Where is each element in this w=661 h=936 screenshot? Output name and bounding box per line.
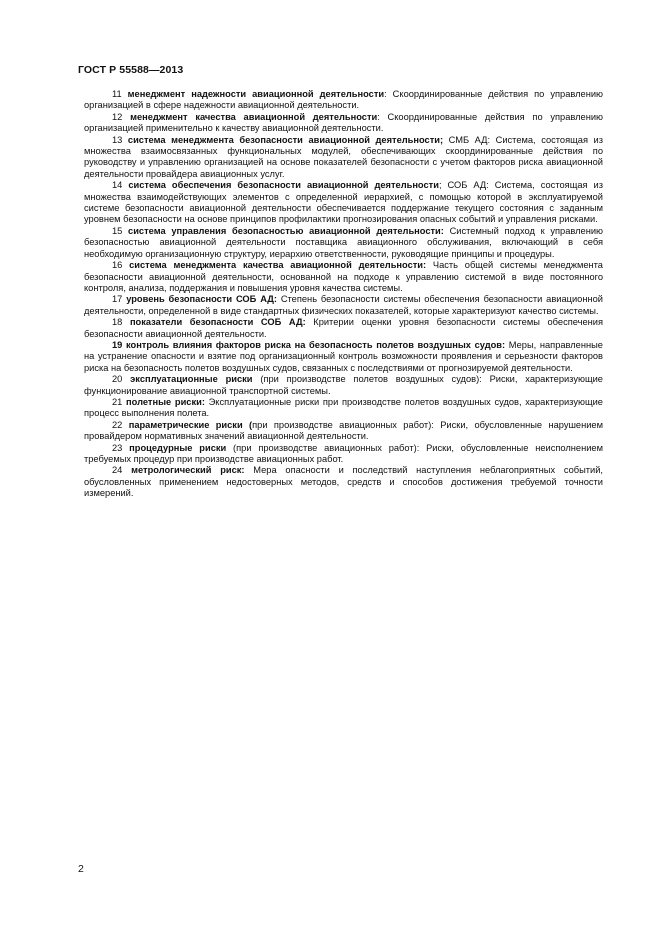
definitions-list bbox=[84, 89, 603, 500]
definition-term: контроль влияния факторов риска на безопасность полетов воздушных судов: bbox=[125, 339, 506, 350]
definition-item bbox=[84, 340, 603, 374]
definition-text: Эксплуатационные риски при производстве полетов воздушных судов, характеризующие процесс выполнения полета. bbox=[84, 396, 603, 419]
definition-text: Степень безопасности системы обеспечения безопасности авиационной деятельности, определенной в виде стандартных физических показателей, которые характеризуют качество системы. bbox=[84, 294, 603, 316]
definition-item bbox=[84, 260, 603, 294]
definition-number: 16 bbox=[112, 260, 123, 271]
definition-separator: : bbox=[377, 111, 380, 122]
definition-item bbox=[84, 112, 603, 135]
definition-number: 14 bbox=[112, 180, 123, 191]
definition-text: Мера опасности и последствий наступления неблагоприятных событий, обусловленных применением недостоверных методов, средств и способов достижения требуемой точности измерений. bbox=[84, 465, 604, 499]
definition-term: полетные риски: bbox=[126, 396, 205, 407]
definition-item bbox=[84, 317, 603, 340]
definition-text: Меры, направленные на устранение опасности и взятие под организационный контроль возможности проявления и серьезности факторов риска на безопасность полетов воздушных судов, связанных с последствиями от прогнозируемой деятельности. bbox=[84, 339, 603, 373]
definition-term: процедурные риски bbox=[129, 442, 227, 453]
definition-text: Скоординированные действия по управлению организацией применительно к качеству авиационной деятельности. bbox=[84, 111, 603, 134]
definition-term: метрологический риск: bbox=[131, 465, 245, 476]
definition-term: менеджмент надежности авиационной деятельности bbox=[127, 89, 385, 99]
definition-term: эксплуатационные риски bbox=[130, 374, 253, 385]
definition-number: 13 bbox=[112, 134, 123, 145]
definition-item bbox=[84, 443, 603, 466]
definition-term: параметрические риски ( bbox=[128, 419, 253, 430]
definition-number: 20 bbox=[112, 374, 123, 385]
definition-term: система менеджмента безопасности авиационной деятельности; bbox=[127, 134, 444, 145]
definition-text: при производстве авиационных работ): Риски, обусловленные нарушением провайдером нормативных значений авиационной деятельности. bbox=[84, 419, 603, 442]
definition-separator: : bbox=[384, 89, 387, 99]
definition-text: Часть общей системы менеджмента безопасности авиационной деятельности, основанной на подходе к управлению системой в виде постоянного контроля, анализа, поддержания и повышения уровня качества системы. bbox=[84, 260, 603, 293]
definition-number: 15 bbox=[112, 225, 123, 236]
definition-number: 19 bbox=[112, 339, 126, 350]
definition-item bbox=[84, 226, 603, 260]
definition-number: 12 bbox=[112, 111, 123, 122]
definition-term: система обеспечения безопасности авиационной деятельности bbox=[128, 180, 439, 191]
definition-number: 17 bbox=[112, 294, 123, 305]
definition-text: (при производстве авиационных работ): Риски, обусловленные неисполнением требуемых процедур при производстве авиационных работ. bbox=[84, 442, 603, 464]
definition-number: 24 bbox=[112, 465, 123, 476]
definition-text: (при производстве полетов воздушных судов): Риски, характеризующие функционирование авиационной транспортной системы. bbox=[84, 374, 603, 396]
page-number: 2 bbox=[78, 863, 84, 875]
definition-item bbox=[84, 465, 603, 499]
definition-item bbox=[84, 397, 603, 420]
definition-item bbox=[84, 89, 603, 112]
definition-term: уровень безопасности СОБ АД: bbox=[126, 294, 277, 305]
definition-separator: ; bbox=[438, 180, 442, 191]
definition-number: 18 bbox=[112, 317, 123, 328]
definition-number: 11 bbox=[112, 89, 122, 99]
definition-number: 21 bbox=[112, 396, 123, 407]
definition-item bbox=[84, 374, 603, 397]
definition-term: менеджмент качества авиационной деятельности bbox=[130, 111, 378, 122]
definition-text: Системный подход к управлению безопасностью авиационной деятельности поставщика авиационного обслуживания, включающий в себя необходимую организационную структуру, иерархию ответственности, руководящие принципы и процедуры. bbox=[84, 225, 603, 259]
definition-term: система менеджмента качества авиационной деятельности: bbox=[129, 260, 427, 271]
definition-item bbox=[84, 135, 603, 181]
definition-item bbox=[84, 420, 603, 443]
definition-text: Скоординированные действия по управлению организацией в сфере надежности авиационной деятельности. bbox=[84, 89, 603, 111]
definition-term: показатели безопасности СОБ АД: bbox=[129, 317, 306, 328]
definition-number: 23 bbox=[112, 442, 123, 453]
definition-item bbox=[84, 180, 603, 226]
definition-term: система управления безопасностью авиационной деятельности: bbox=[128, 225, 444, 236]
definition-text: СОБ АД: Система, состоящая из множества взаимодействующих элементов с определенной иерархией, с помощью которой в эксплуатируемой системе безопасности авиационной деятельности обеспечивается поддержание текущего состояния с заданным уровнем безопасности на основе принципов профилактики прогнозирования опасных событий и управления рисками. bbox=[84, 180, 603, 225]
definition-text: Критерии оценки уровня безопасности системы обеспечения безопасности авиационной деятельности. bbox=[84, 317, 603, 339]
definition-text: СМБ АД: Система, состоящая из множества взаимосвязанных функциональных модулей, обеспечивающих скоординированные действия по руководству и управлению организацией на основе показателей безопасности с учетом факторов риска авиационной деятельности провайдера авиационных услуг. bbox=[84, 134, 603, 179]
definition-number: 22 bbox=[112, 419, 123, 430]
definition-item bbox=[84, 294, 603, 317]
document-code: ГОСТ Р 55588—2013 bbox=[78, 64, 184, 76]
